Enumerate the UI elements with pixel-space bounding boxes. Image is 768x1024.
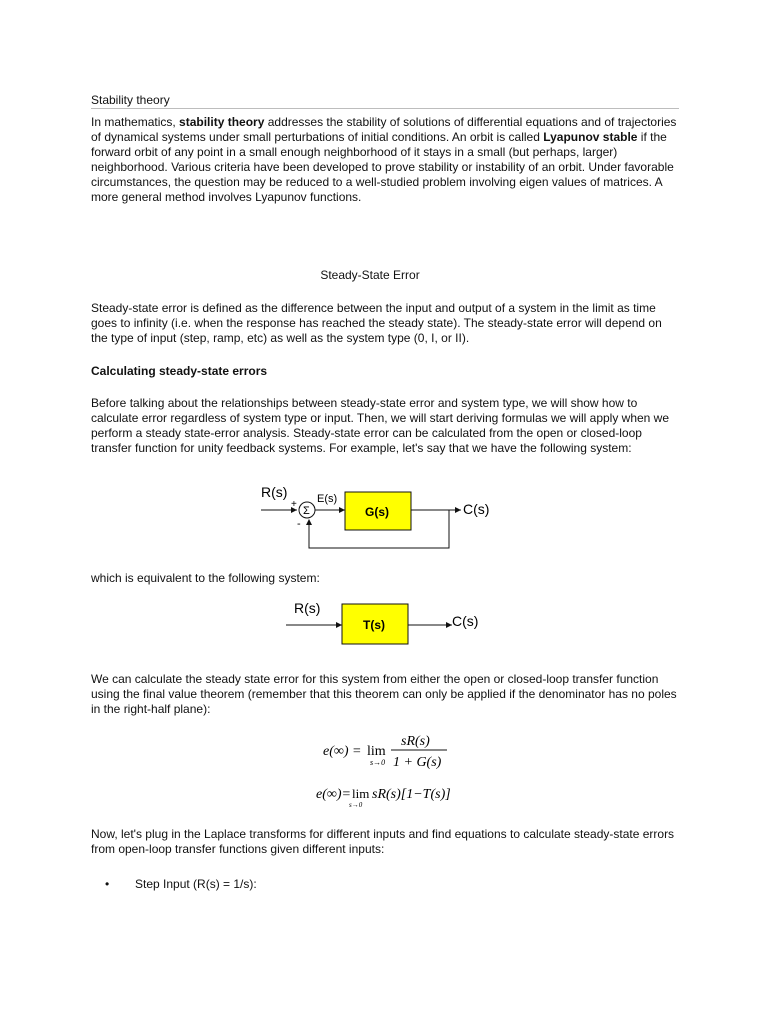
eq1-numerator: sR(s) (401, 734, 430, 749)
eq1-lhs: e(∞) = (323, 744, 362, 759)
eq2-lim-subscript: s→0 (349, 801, 363, 809)
sigma-symbol: Σ (303, 505, 310, 517)
error-label: E(s) (317, 493, 338, 505)
calc-heading: Calculating steady-state errors (91, 364, 268, 378)
feedback-diagram (261, 480, 511, 555)
g-block-label: G(s) (365, 505, 389, 519)
diagram1-minus-sign: - (297, 518, 301, 530)
diagram2-input-arrowhead (336, 622, 342, 628)
eq2-rhs: sR(s)[1−T(s)] (372, 787, 451, 802)
intro-term-stability-theory: stability theory (179, 115, 265, 129)
equation-1 (323, 728, 453, 772)
equivalent-text: which is equivalent to the following system: (91, 571, 320, 585)
eq1-lim: lim (367, 744, 386, 759)
eq2-lim: lim (352, 786, 370, 801)
diagram2-input-label: R(s) (294, 600, 321, 616)
intro-term-lyapunov-stable: Lyapunov stable (543, 130, 638, 144)
diagram2-output-label: C(s) (452, 613, 479, 629)
final-value-paragraph: We can calculate the steady state error for this system from either the open or closed-loop transfer function using the final value theorem (remember that this theorem can only be applied if the denominator has no poles in the right-half plane): (91, 672, 677, 716)
calc-paragraph: Before talking about the relationships between steady-state error and system type, we will show how to calculate error regardless of system type or input. Then, we will start deriving formulas we will apply when we perform a steady state-error analysis. Steady-state error can be calculated from the open or closed-loop transfer function for unity feedback systems. For example, let's say that we have the following system: (91, 396, 670, 455)
bullet-dot: • (105, 877, 110, 891)
section-title: Stability theory (91, 93, 679, 109)
bullet-step-text: Step Input (R(s) = 1/s): (135, 877, 257, 891)
equation-2 (316, 780, 466, 812)
intro-text-1: In mathematics, (91, 115, 180, 129)
diagram1-plus-sign: + (291, 499, 297, 510)
t-block-label: T(s) (363, 618, 385, 632)
intro-paragraph (91, 115, 679, 205)
steady-state-heading: Steady-State Error (320, 268, 420, 282)
eq1-lim-subscript: s→0 (370, 758, 386, 767)
equivalent-diagram (286, 598, 496, 650)
diagram1-output-arrowhead (455, 507, 461, 513)
intro-text-2: addresses the stability of solutions of differential equations and of trajectories of dynamical systems under small perturbations of initial conditions. An orbit is called (91, 115, 677, 144)
plug-paragraph: Now, let's plug in the Laplace transforms for different inputs and find equations to calculate steady-state errors from open-loop transfer functions given different inputs: (91, 827, 675, 856)
steady-state-paragraph: Steady-state error is defined as the difference between the input and output of a system in the limit as time goes to infinity (i.e. when the response has reached the steady state). The steady-state error will depend on the type of input (step, ramp, etc) as well as the system type (0, I, or II). (91, 301, 662, 345)
diagram1-output-label: C(s) (463, 501, 490, 517)
diagram1-mid-arrowhead (339, 507, 345, 513)
diagram1-input-label: R(s) (261, 484, 288, 500)
intro-text-3: if the forward orbit of any point in a small enough neighborhood of it stays in a small (but perhaps, larger) neighborhood. Various criteria have been developed to prove stability or instability of an orbit. Under favorable circumstances, the question may be reduced to a well-studied problem involving eigen values of matrices. A more general method involves Lyapunov functions. (91, 130, 674, 204)
eq1-denominator: 1 + G(s) (393, 755, 442, 770)
eq2-lhs: e(∞)= (316, 787, 351, 802)
feedback-arrowhead (306, 519, 312, 525)
